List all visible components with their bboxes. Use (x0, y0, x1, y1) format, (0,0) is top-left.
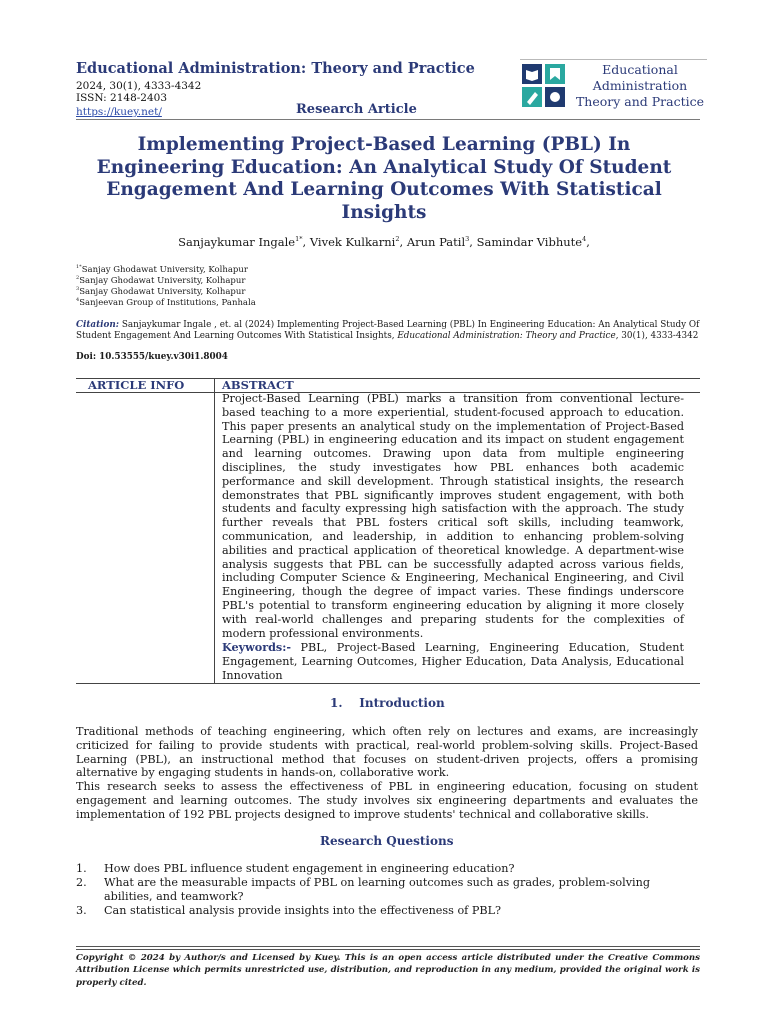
footer-rule-top (76, 946, 700, 947)
affiliation-1 (76, 264, 248, 275)
journal-name: Educational Administration: Theory and Practice (76, 60, 475, 77)
author-sup: 2 (395, 235, 400, 244)
header-top-rule (520, 59, 707, 60)
affiliation-sup: 4 (76, 297, 80, 303)
author-name: Samindar Vibhute (476, 235, 583, 249)
affiliation-text: Sanjeevan Group of Institutions, Panhala (79, 297, 256, 308)
author-name: Sanjaykumar Ingale (178, 235, 296, 249)
affiliation-text: Sanjay Ghodawat University, Kolhapur (79, 275, 246, 286)
citation (76, 320, 700, 342)
affiliation-text: Sanjay Ghodawat University, Kolhapur (79, 286, 246, 297)
logo-line-3: Theory and Practice (575, 94, 705, 109)
affiliation-3 (76, 286, 245, 297)
abstract-text: Project-Based Learning (PBL) marks a transition from conventional lecture-based teaching to a more experiential, student-focused approach to education. This paper presents an analytical study on the implementation of Project-Based Learning (PBL) in engineering education and its impact on student engagement and learning outcomes. Drawing upon data from multiple engineering disciplines, the study investigates how PBL enhances both academic performance and skill development. Through statistical insights, the research demonstrates that PBL significantly improves student engagement, with both students and faculty expressing high satisfaction with the approach. The study further reveals that PBL fosters critical soft skills, including teamwork, communication, and leadership, in addition to enhancing problem-solving abilities and practical application of theoretical knowledge. A department-wise analysis suggests that PBL can be successfully adapted across various fields, including Computer Science & Engineering, Mechanical Engineering, and Civil Engineering, though the degree of impact varies. These findings underscore PBL's potential to transform engineering education by aligning it more closely with real-world challenges and preparing students for the complexities of modern professional environments. (222, 392, 684, 640)
citation-journal: Educational Administration: Theory and Practice (397, 331, 616, 342)
citation-text: Sanjaykumar Ingale , et. al (2024) Implementing Project-Based Learning (PBL) In Engineering Education: An Analytical Study Of Student Engagement And Learning Outcomes With Statistical Insights, (76, 320, 700, 342)
author-sup: 1* (295, 235, 303, 244)
keywords (222, 641, 684, 682)
affiliation-sup: 1* (76, 264, 82, 270)
intro-heading (330, 696, 445, 710)
citation-label: Citation: (76, 320, 120, 330)
keywords-text: PBL, Project-Based Learning, Engineering Education, Student Engagement, Learning Outcomes, Higher Education, Data Analysis, Educational Innovation (222, 641, 684, 682)
copyright-footer: Copyright © 2024 by Author/s and Licensed by Kuey. This is an open access article distributed under the Creative Commons Attribution License which permits unrestricted use, distribution, and reproduction in any medium, provided the original work is properly cited. (76, 953, 700, 988)
journal-logo-icon (520, 61, 572, 109)
affiliation-text: Sanjay Ghodawat University, Kolhapur (81, 264, 248, 275)
logo-text (570, 62, 710, 110)
author-name: Arun Patil (406, 235, 466, 249)
abstract-heading: ABSTRACT (222, 378, 294, 392)
citation-tail: , 30(1), 4333-4342 (615, 331, 699, 342)
affiliation-sup: 3 (76, 286, 80, 292)
author-list: Sanjaykumar Ingale$^{1*}$, Vivek Kulkarni$^2$, Arun Patil$^3$, Samindar Vibhute$^4$, (178, 235, 590, 249)
doi: Doi: 10.53555/kuey.v30i1.8004 (76, 352, 228, 362)
list-text: Can statistical analysis provide insights into the effectiveness of PBL? (104, 904, 502, 917)
journal-issn: ISSN: 2148-2403 (76, 92, 168, 104)
keywords-label: Keywords:- (222, 640, 291, 654)
journal-volume: 2024, 30(1), 4333-4342 (76, 80, 202, 92)
intro-number: 1. (330, 696, 343, 710)
logo-line-1: Educational (602, 62, 678, 77)
author-sup: 4 (582, 235, 587, 244)
affiliation-4 (76, 297, 256, 308)
table-bottom-rule (76, 683, 700, 684)
article-type: Research Article (296, 102, 417, 117)
list-text: How does PBL influence student engagement in engineering education? (104, 862, 515, 875)
research-questions-heading: Research Questions (320, 834, 454, 848)
paper-title: Implementing Project-Based Learning (PBL) In Engineering Education: An Analytical Study Of Student Engagement And Learning Outcomes With Statistical Insights (96, 134, 672, 223)
affiliation-sup: 2 (76, 275, 80, 281)
list-number: 2. (76, 876, 87, 889)
journal-url-link[interactable]: https://kuey.net/ (76, 106, 162, 118)
footer-rule-bottom (76, 949, 700, 950)
author-name: Vivek Kulkarni (309, 235, 396, 249)
intro-title: Introduction (359, 696, 445, 710)
table-column-divider (214, 378, 215, 683)
intro-paragraph-2: This research seeks to assess the effectiveness of PBL in engineering education, focusing on student engagement and learning outcomes. The study involves six engineering departments and evaluates the implementation of 192 PBL projects designed to improve students' technical and collaborative skills. (76, 780, 698, 821)
affiliation-2 (76, 275, 245, 286)
author-sup: 3 (465, 235, 470, 244)
list-number: 3. (76, 904, 87, 917)
intro-paragraph-1: Traditional methods of teaching engineering, which often rely on lectures and exams, are increasingly criticized for failing to provide students with practical, real-world problem-solving skills. Project-Based Learning (PBL), an instructional method that focuses on student-driven projects, offers a promising alternative by engaging students in hands-on, collaborative work. (76, 725, 698, 780)
logo-line-2: Administration (592, 78, 688, 93)
header-divider (76, 119, 700, 120)
list-number: 1. (76, 862, 87, 875)
article-info-heading: ARTICLE INFO (88, 378, 185, 392)
list-text: What are the measurable impacts of PBL on learning outcomes such as grades, problem-solving abilities, and teamwork? (104, 876, 650, 903)
